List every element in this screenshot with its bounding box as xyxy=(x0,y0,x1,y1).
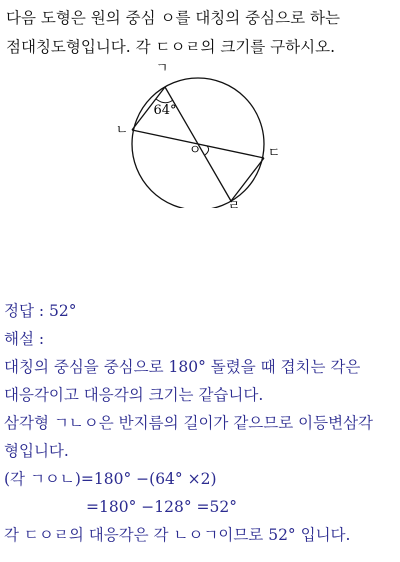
chord-right-bottom xyxy=(231,158,264,201)
label-right: ㄷ xyxy=(267,146,281,161)
label-bottom: ㄹ xyxy=(227,199,241,208)
explanation-line-5: (각 ㄱㅇㄴ)=180° −(64° ×2) xyxy=(4,470,217,488)
explanation-line-7: 각 ㄷㅇㄹ의 대응각은 각 ㄴㅇㄱ이므로 52° 입니다. xyxy=(4,526,351,544)
circle-figure xyxy=(110,58,300,208)
explanation-line-3: 삼각형 ㄱㄴㅇ은 반지름의 길이가 같으므로 이등변삼각 xyxy=(4,414,374,432)
label-center: ㅇ xyxy=(188,143,202,158)
question-line-1: 다음 도형은 원의 중심 ㅇ를 대칭의 중심으로 하는 xyxy=(6,9,340,27)
explanation-line-6: =180° −128° =52° xyxy=(86,498,237,516)
label-top: ㄱ xyxy=(155,61,169,76)
question-text xyxy=(6,4,398,62)
explanation-title: 해설 : xyxy=(4,330,45,348)
explanation-line-2: 대응각이고 대응각의 크기는 같습니다. xyxy=(4,386,264,404)
question-line-2: 점대칭도형입니다. 각 ㄷㅇㄹ의 크기를 구하시오. xyxy=(6,38,336,56)
answer-line: 정답 : 52° xyxy=(4,302,77,320)
angle-label: 64° xyxy=(153,103,177,118)
explanation-line-4: 형입니다. xyxy=(4,442,69,460)
explanation-line-1: 대칭의 중심을 중심으로 180° 돌렸을 때 겹치는 각은 xyxy=(4,358,361,376)
angle-arc-center xyxy=(205,146,209,155)
answer-block xyxy=(4,297,398,549)
label-left: ㄴ xyxy=(115,123,129,138)
